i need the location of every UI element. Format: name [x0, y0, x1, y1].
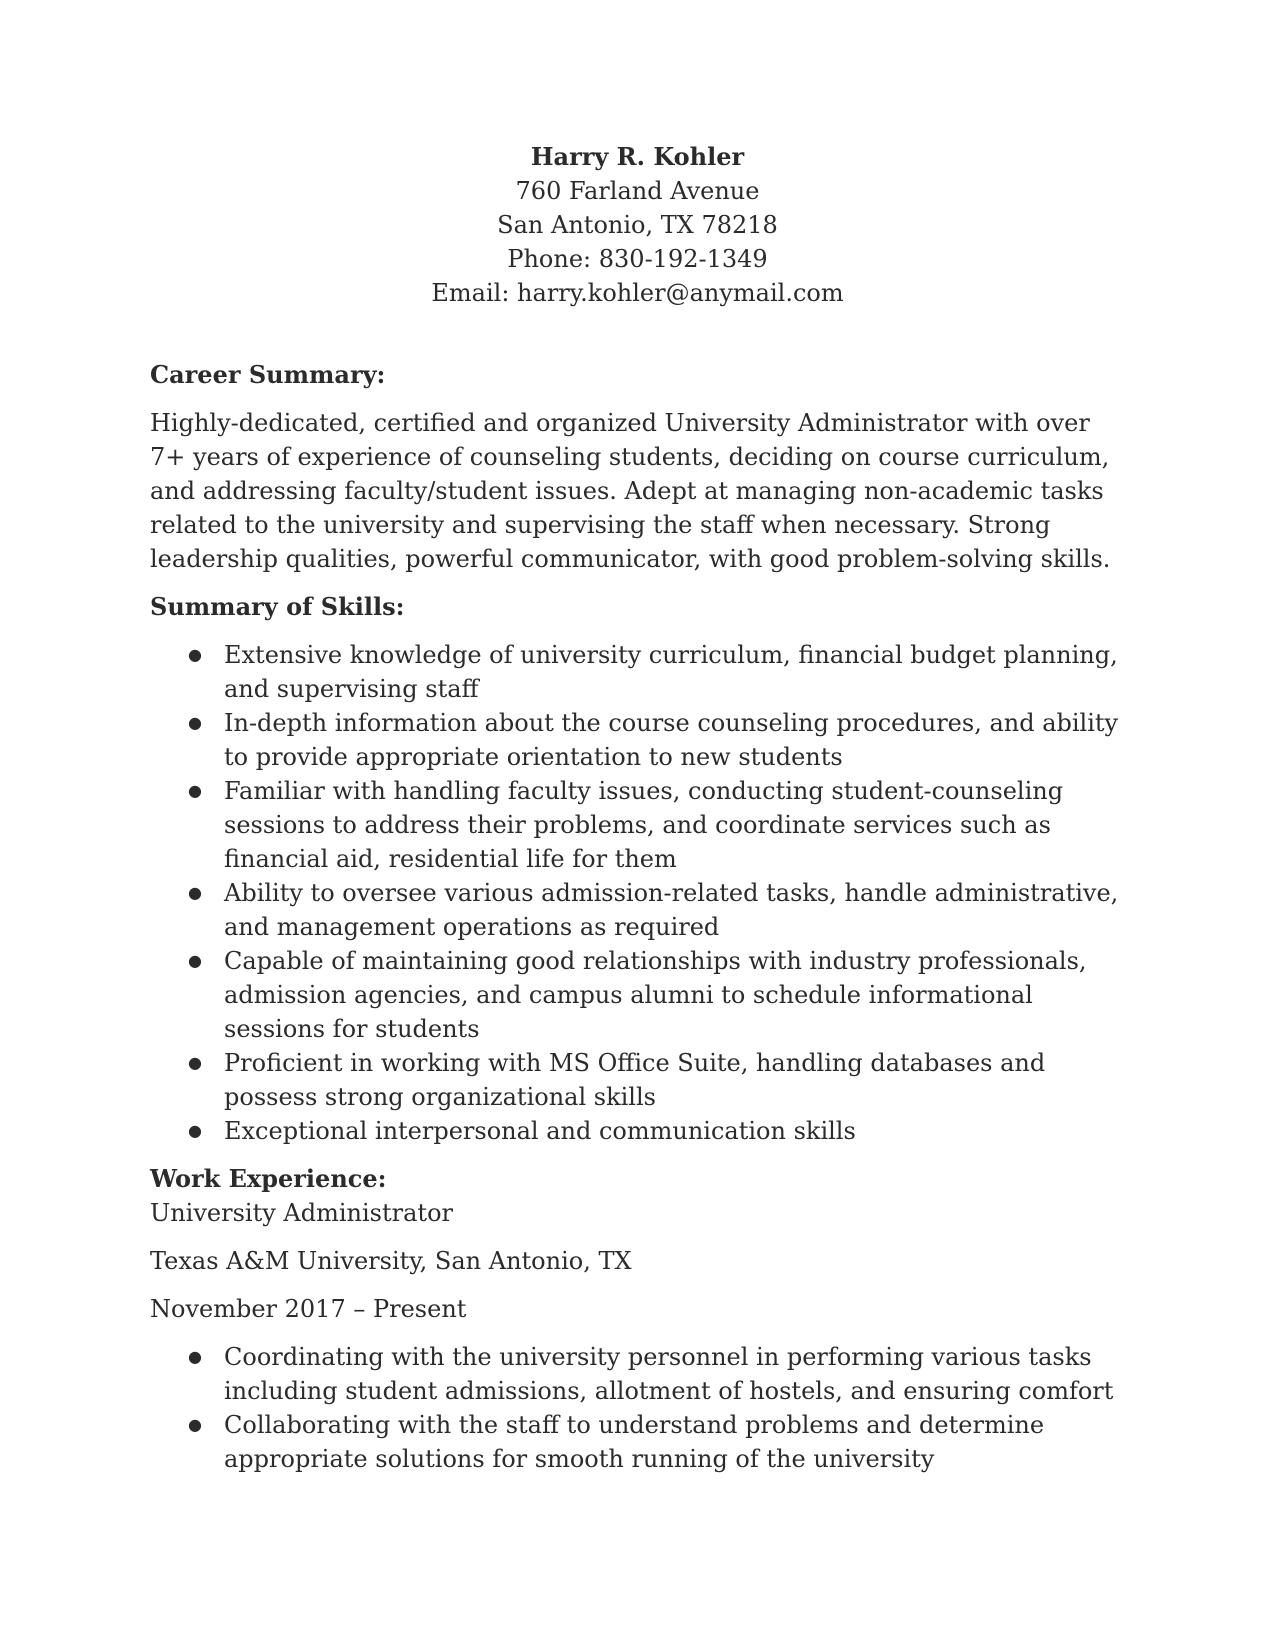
contact-header [150, 140, 1125, 310]
skill-item: ● Ability to oversee various admission-related tasks, handle administrative, and management operations as required [150, 876, 1125, 944]
skills-heading: Summary of Skills: [150, 592, 405, 621]
duty-item: ● Coordinating with the university personnel in performing various tasks including student admissions, allotment of hostels, and ensuring comfort [150, 1340, 1125, 1408]
skills-list [150, 638, 1125, 1148]
employer: Texas A&M University, San Antonio, TX [150, 1247, 632, 1275]
skill-item: ● Capable of maintaining good relationships with industry professionals, admission agencies, and campus alumni to schedule informational sessions for students [150, 944, 1125, 1046]
work-duties-list [150, 1340, 1125, 1476]
employment-dates: November 2017 – Present [150, 1295, 467, 1323]
career-summary-text: Highly-dedicated, certified and organized University Administrator with over 7+ years of experience of counseling students, deciding on course curriculum, and addressing faculty/student issues. Adept at managing non-academic tasks related to the university and supervising the staff when necessary. Strong leadership qualities, powerful communicator, with good problem-solving skills. [150, 409, 1111, 573]
skill-item: ● Exceptional interpersonal and communication skills [150, 1114, 1125, 1148]
career-summary-heading: Career Summary: [150, 360, 386, 389]
resume-page [150, 140, 1125, 1476]
address-line-1: 760 Farland Avenue [515, 177, 760, 205]
phone-line: Phone: 830-192-1349 [507, 245, 768, 273]
job-title: University Administrator [150, 1199, 453, 1227]
email-line: Email: harry.kohler@anymail.com [431, 279, 844, 307]
address-line-2: San Antonio, TX 78218 [497, 211, 778, 239]
skill-item: ● Extensive knowledge of university curriculum, financial budget planning, and supervising staff [150, 638, 1125, 706]
skill-item: ● In-depth information about the course counseling procedures, and ability to provide appropriate orientation to new students [150, 706, 1125, 774]
candidate-name: Harry R. Kohler [530, 142, 745, 171]
skill-item: ● Proficient in working with MS Office Suite, handling databases and possess strong organizational skills [150, 1046, 1125, 1114]
skill-item: ● Familiar with handling faculty issues, conducting student-counseling sessions to address their problems, and coordinate services such as financial aid, residential life for them [150, 774, 1125, 876]
work-experience-heading: Work Experience: [150, 1164, 387, 1193]
duty-item: ● Collaborating with the staff to understand problems and determine appropriate solutions for smooth running of the university [150, 1408, 1125, 1476]
